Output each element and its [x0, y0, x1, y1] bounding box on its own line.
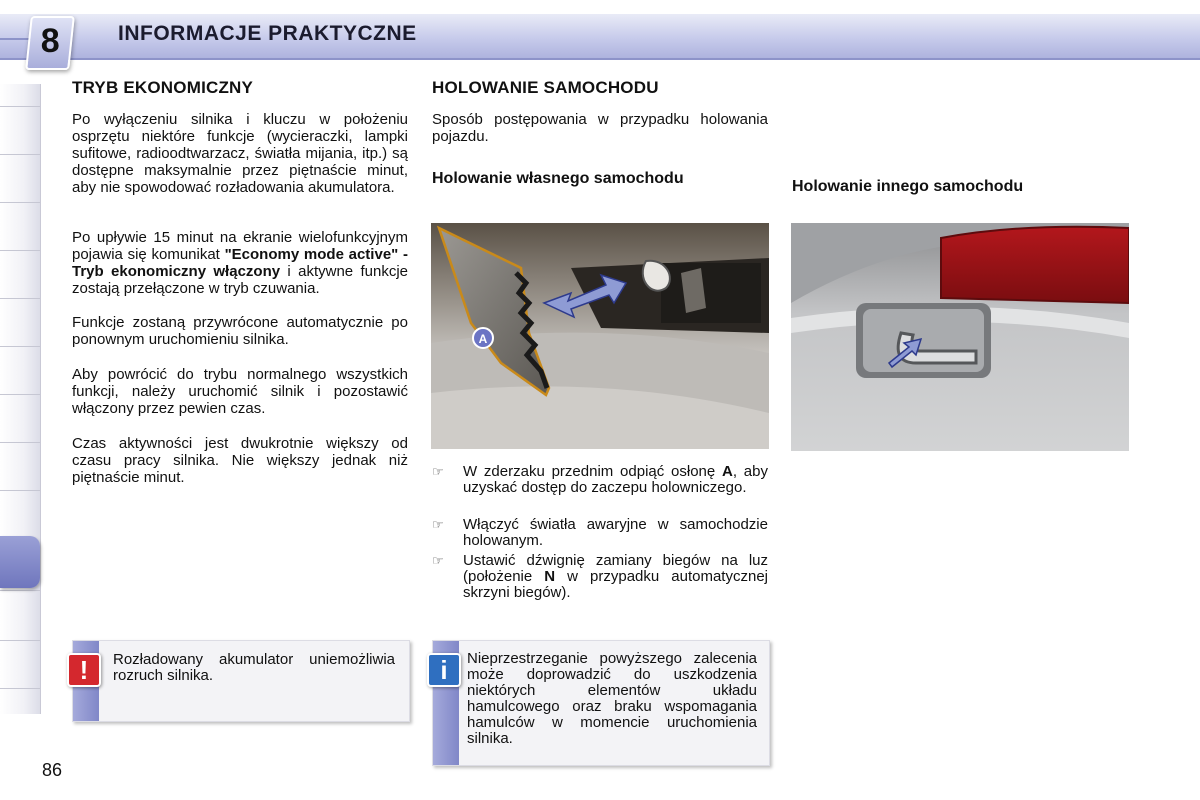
warning-note-text: Rozładowany akumulator uniemożliwia rozruch silnika. [113, 651, 395, 684]
tab-divider [0, 346, 40, 347]
tab-divider [0, 106, 40, 107]
tab-divider [0, 154, 40, 155]
bullet-item [432, 517, 768, 549]
bullet-text: Włączyć światła awaryjne w samochodzie holowanym. [463, 516, 768, 549]
pointing-hand-icon: ☞ [432, 553, 444, 568]
paragraph-towing-intro: Sposób postępowania w przypadku holowania pojazdu. [432, 111, 768, 145]
economy-mode-message: "Economy mode active" - Tryb ekonomiczny włączony [72, 246, 408, 280]
tab-divider [0, 298, 40, 299]
section-title-economy-mode: TRYB EKONOMICZNY [72, 78, 254, 97]
tab-divider [0, 250, 40, 251]
bullet-text-part: , aby uzyskać dostęp do zaczepu holowniczego. [463, 463, 768, 496]
warning-note-box [72, 640, 410, 722]
info-note-box [432, 640, 770, 766]
bullet-item [432, 553, 768, 601]
tab-divider [0, 688, 40, 689]
tab-divider [0, 590, 40, 591]
page-number: 86 [42, 760, 63, 780]
bullet-item [432, 464, 768, 496]
photo-label-a: A [478, 332, 488, 346]
front-bumper-photo [431, 223, 769, 449]
chapter-badge [25, 16, 75, 70]
pointing-hand-icon: ☞ [432, 464, 444, 479]
warning-icon: ! [67, 653, 101, 687]
paragraph-economy-3: Funkcje zostaną przywrócone automatycznie po ponownym uruchomieniu silnika. [72, 314, 408, 348]
active-chapter-tab[interactable] [0, 536, 40, 588]
paragraph-economy-1: Po wyłączeniu silnika i kluczu w położeniu osprzętu niektóre funkcje (wycieraczki, lampki sufitowe, radioodtwarzacz, światła mijania, itp.) są dostępne maksymalnie przez piętnaście minut, aby nie spowodować rozładowania akumulatora. [72, 111, 408, 196]
front-bumper-illustration [431, 223, 769, 449]
paragraph-economy-2-start: Po upływie 15 minut na ekranie wielofunkcyjnym pojawia się komunikat [72, 229, 408, 263]
bullet-text-bold: N [544, 568, 556, 585]
bullet-text [463, 464, 768, 496]
bullet-text [463, 553, 768, 601]
subtitle-other-vehicle: Holowanie innego samochodu [792, 178, 1024, 195]
bullet-text-bold: A [722, 463, 733, 480]
pointing-hand-icon: ☞ [432, 517, 444, 532]
bullet-text-part: Ustawić dźwignię zamiany biegów na luz (położenie [463, 552, 768, 585]
tab-divider [0, 202, 40, 203]
info-note-text: Nieprzestrzeganie powyższego zalecenia może doprowadzić do uszkodzenia niektórych elementów układu hamulcowego oraz braku wspomagania hamulców w momencie uruchomienia silnika. [467, 650, 757, 747]
paragraph-economy-5: Czas aktywności jest dwukrotnie większy od czasu pracy silnika. Nie większy jednak niż piętnaście minut. [72, 435, 408, 486]
tab-divider [0, 640, 40, 641]
tab-divider [0, 490, 40, 491]
paragraph-economy-2 [72, 229, 408, 297]
paragraph-economy-2-end: i aktywne funkcje zostają przełączone w tryb czuwania. [72, 263, 408, 297]
section-title-towing: HOLOWANIE SAMOCHODU [432, 78, 659, 97]
tab-divider [0, 394, 40, 395]
bullet-text-part: w przypadku automatycznej skrzyni biegów). [463, 568, 768, 601]
info-icon: i [427, 653, 461, 687]
tab-divider [0, 442, 40, 443]
rear-tow-hook-illustration [791, 223, 1129, 451]
paragraph-economy-4: Aby powrócić do trybu normalnego wszystkich funkcji, należy uruchomić silnik i pozostawić włączony przez pewien czas. [72, 366, 408, 417]
chapter-tab-rail [0, 84, 41, 714]
rear-tow-hook-photo [791, 223, 1129, 451]
bullet-text-part: W zderzaku przednim odpiąć osłonę [463, 463, 723, 480]
subtitle-own-vehicle: Holowanie własnego samochodu [432, 170, 684, 187]
chapter-number: 8 [40, 22, 60, 60]
page-title: INFORMACJE PRAKTYCZNE [118, 22, 417, 45]
